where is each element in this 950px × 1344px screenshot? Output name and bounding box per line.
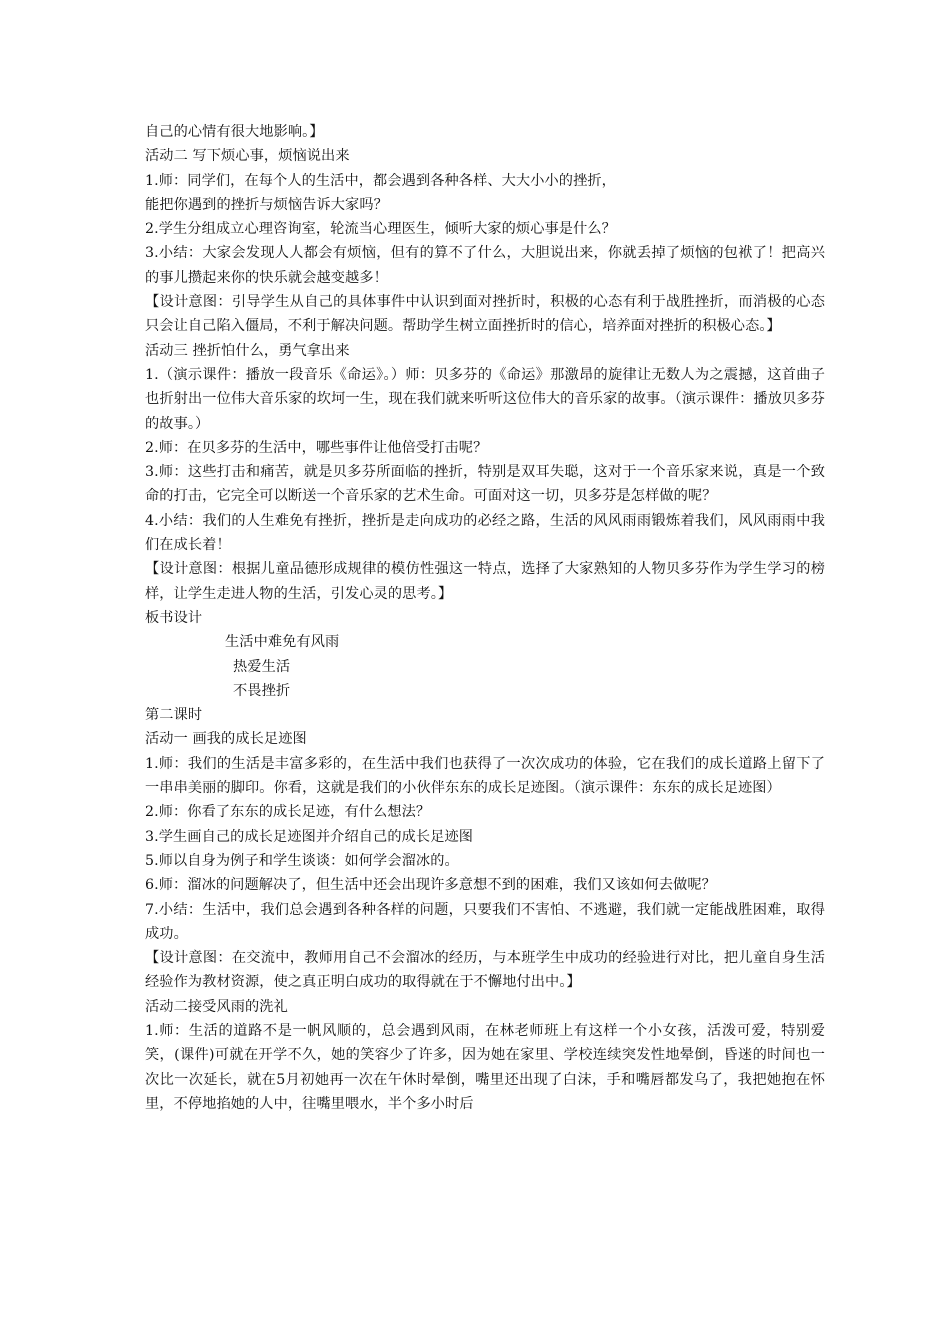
- section-heading: 活动二 写下烦心事，烦恼说出来: [145, 148, 350, 165]
- section-heading: 活动二接受风雨的洗礼: [145, 998, 288, 1015]
- paragraph: 2.学生分组成立心理咨询室，轮流当心理医生，倾听大家的烦心事是什么？: [145, 221, 616, 238]
- lesson-heading: 第二课时: [145, 707, 203, 724]
- paragraph: 2.师：你看了东东的成长足迹，有什么想法？: [145, 804, 431, 821]
- paragraph: 5.师以自身为例子和学生谈谈：如何学会溜冰的。: [145, 852, 459, 869]
- design-intent-note: 【设计意图：引导学生从自己的具体事件中认识到面对挫折时，积极的心态有利于战胜挫折，而消极的心态只会让自己陷入僵局，不利于解决问题。帮助学生树立面挫折时的信心，培养面对挫折的积极心态。】: [145, 294, 825, 335]
- board-line: 不畏挫折: [233, 682, 291, 699]
- paragraph: 7.小结：生活中，我们总会遇到各种各样的问题，只要我们不害怕、不逃避，我们就一定能战胜困难，取得成功。: [145, 901, 825, 942]
- paragraph: 3.小结：大家会发现人人都会有烦恼，但有的算不了什么，大胆说出来，你就丢掉了烦恼的包袱了！把高兴的事儿攒起来你的快乐就会越变越多！: [145, 245, 825, 286]
- section-heading: 板书设计: [145, 609, 203, 626]
- paragraph: 3.学生画自己的成长足迹图并介绍自己的成长足迹图: [145, 828, 474, 845]
- board-line: 热爱生活: [233, 658, 291, 675]
- section-heading: 活动三 挫折怕什么，勇气拿出来: [145, 342, 350, 359]
- blackboard-design: [145, 630, 825, 703]
- document-page: [145, 120, 825, 1116]
- paragraph: 4.小结：我们的人生难免有挫折，挫折是走向成功的必经之路，生活的风风雨雨锻炼着我们，风风雨雨中我们在成长着！: [145, 512, 825, 554]
- board-line: 生活中难免有风雨: [225, 634, 340, 651]
- paragraph: 能把你遇到的挫折与烦恼告诉大家吗？: [145, 196, 388, 213]
- paragraph: 1.师：同学们，在每个人的生活中，都会遇到各种各样、大大小小的挫折，: [145, 172, 616, 189]
- design-intent-note: 【设计意图：在交流中，教师用自己不会溜冰的经历，与本班学生中成功的经验进行对比，把儿童自身生活经验作为教材资源，使之真正明白成功的取得就在于不懈地付出中。】: [145, 950, 825, 991]
- paragraph: 1.师：生活的道路不是一帆风顺的，总会遇到风雨，在林老师班上有这样一个小女孩，活泼可爱，特别爱笑，(课件)可就在开学不久，她的笑容少了许多，因为她在家里、学校连续突发性地晕倒，昏迷的时间也一次比一次延长，就在5月初她再一次在午休时晕倒，嘴里还出现了白沫，手和嘴唇都发乌了，我把她抱在怀里，不停地掐她的人中，往嘴里喂水，半个多小时后: [145, 1022, 825, 1112]
- paragraph: 6.师：溜冰的问题解决了，但生活中还会出现许多意想不到的困难，我们又该如何去做呢？: [145, 877, 716, 894]
- paragraph: 1.（演示课件：播放一段音乐《命运》。）师：贝多芬的《命运》那激昂的旋律让无数人为之震撼，这首曲子也折射出一位伟大音乐家的坎坷一生，现在我们就来听听这位伟大的音乐家的故事。（演示课件：播放贝多芬的故事。）: [145, 366, 825, 432]
- paragraph: 2.师：在贝多芬的生活中，哪些事件让他倍受打击呢？: [145, 439, 488, 456]
- paragraph: 1.师：我们的生活是丰富多彩的，在生活中我们也获得了一次次成功的体验，它在我们的成长道路上留下了一串串美丽的脚印。你看，这就是我们的小伙伴东东的成长足迹图。（演示课件：东东的成长足迹图）: [145, 755, 825, 797]
- design-intent-note: 【设计意图：根据儿童品德形成规律的模仿性强这一特点，选择了大家熟知的人物贝多芬作为学生学习的榜样，让学生走进人物的生活，引发心灵的思考。】: [145, 561, 825, 602]
- paragraph: 3.师：这些打击和痛苦，就是贝多芬所面临的挫折，特别是双耳失聪，这对于一个音乐家来说，真是一个致命的打击，它完全可以断送一个音乐家的艺术生命。可面对这一切，贝多芬是怎样做的呢？: [145, 464, 825, 505]
- paragraph: 自己的心情有很大地影响。】: [145, 124, 324, 140]
- section-heading: 活动一 画我的成长足迹图: [145, 731, 307, 748]
